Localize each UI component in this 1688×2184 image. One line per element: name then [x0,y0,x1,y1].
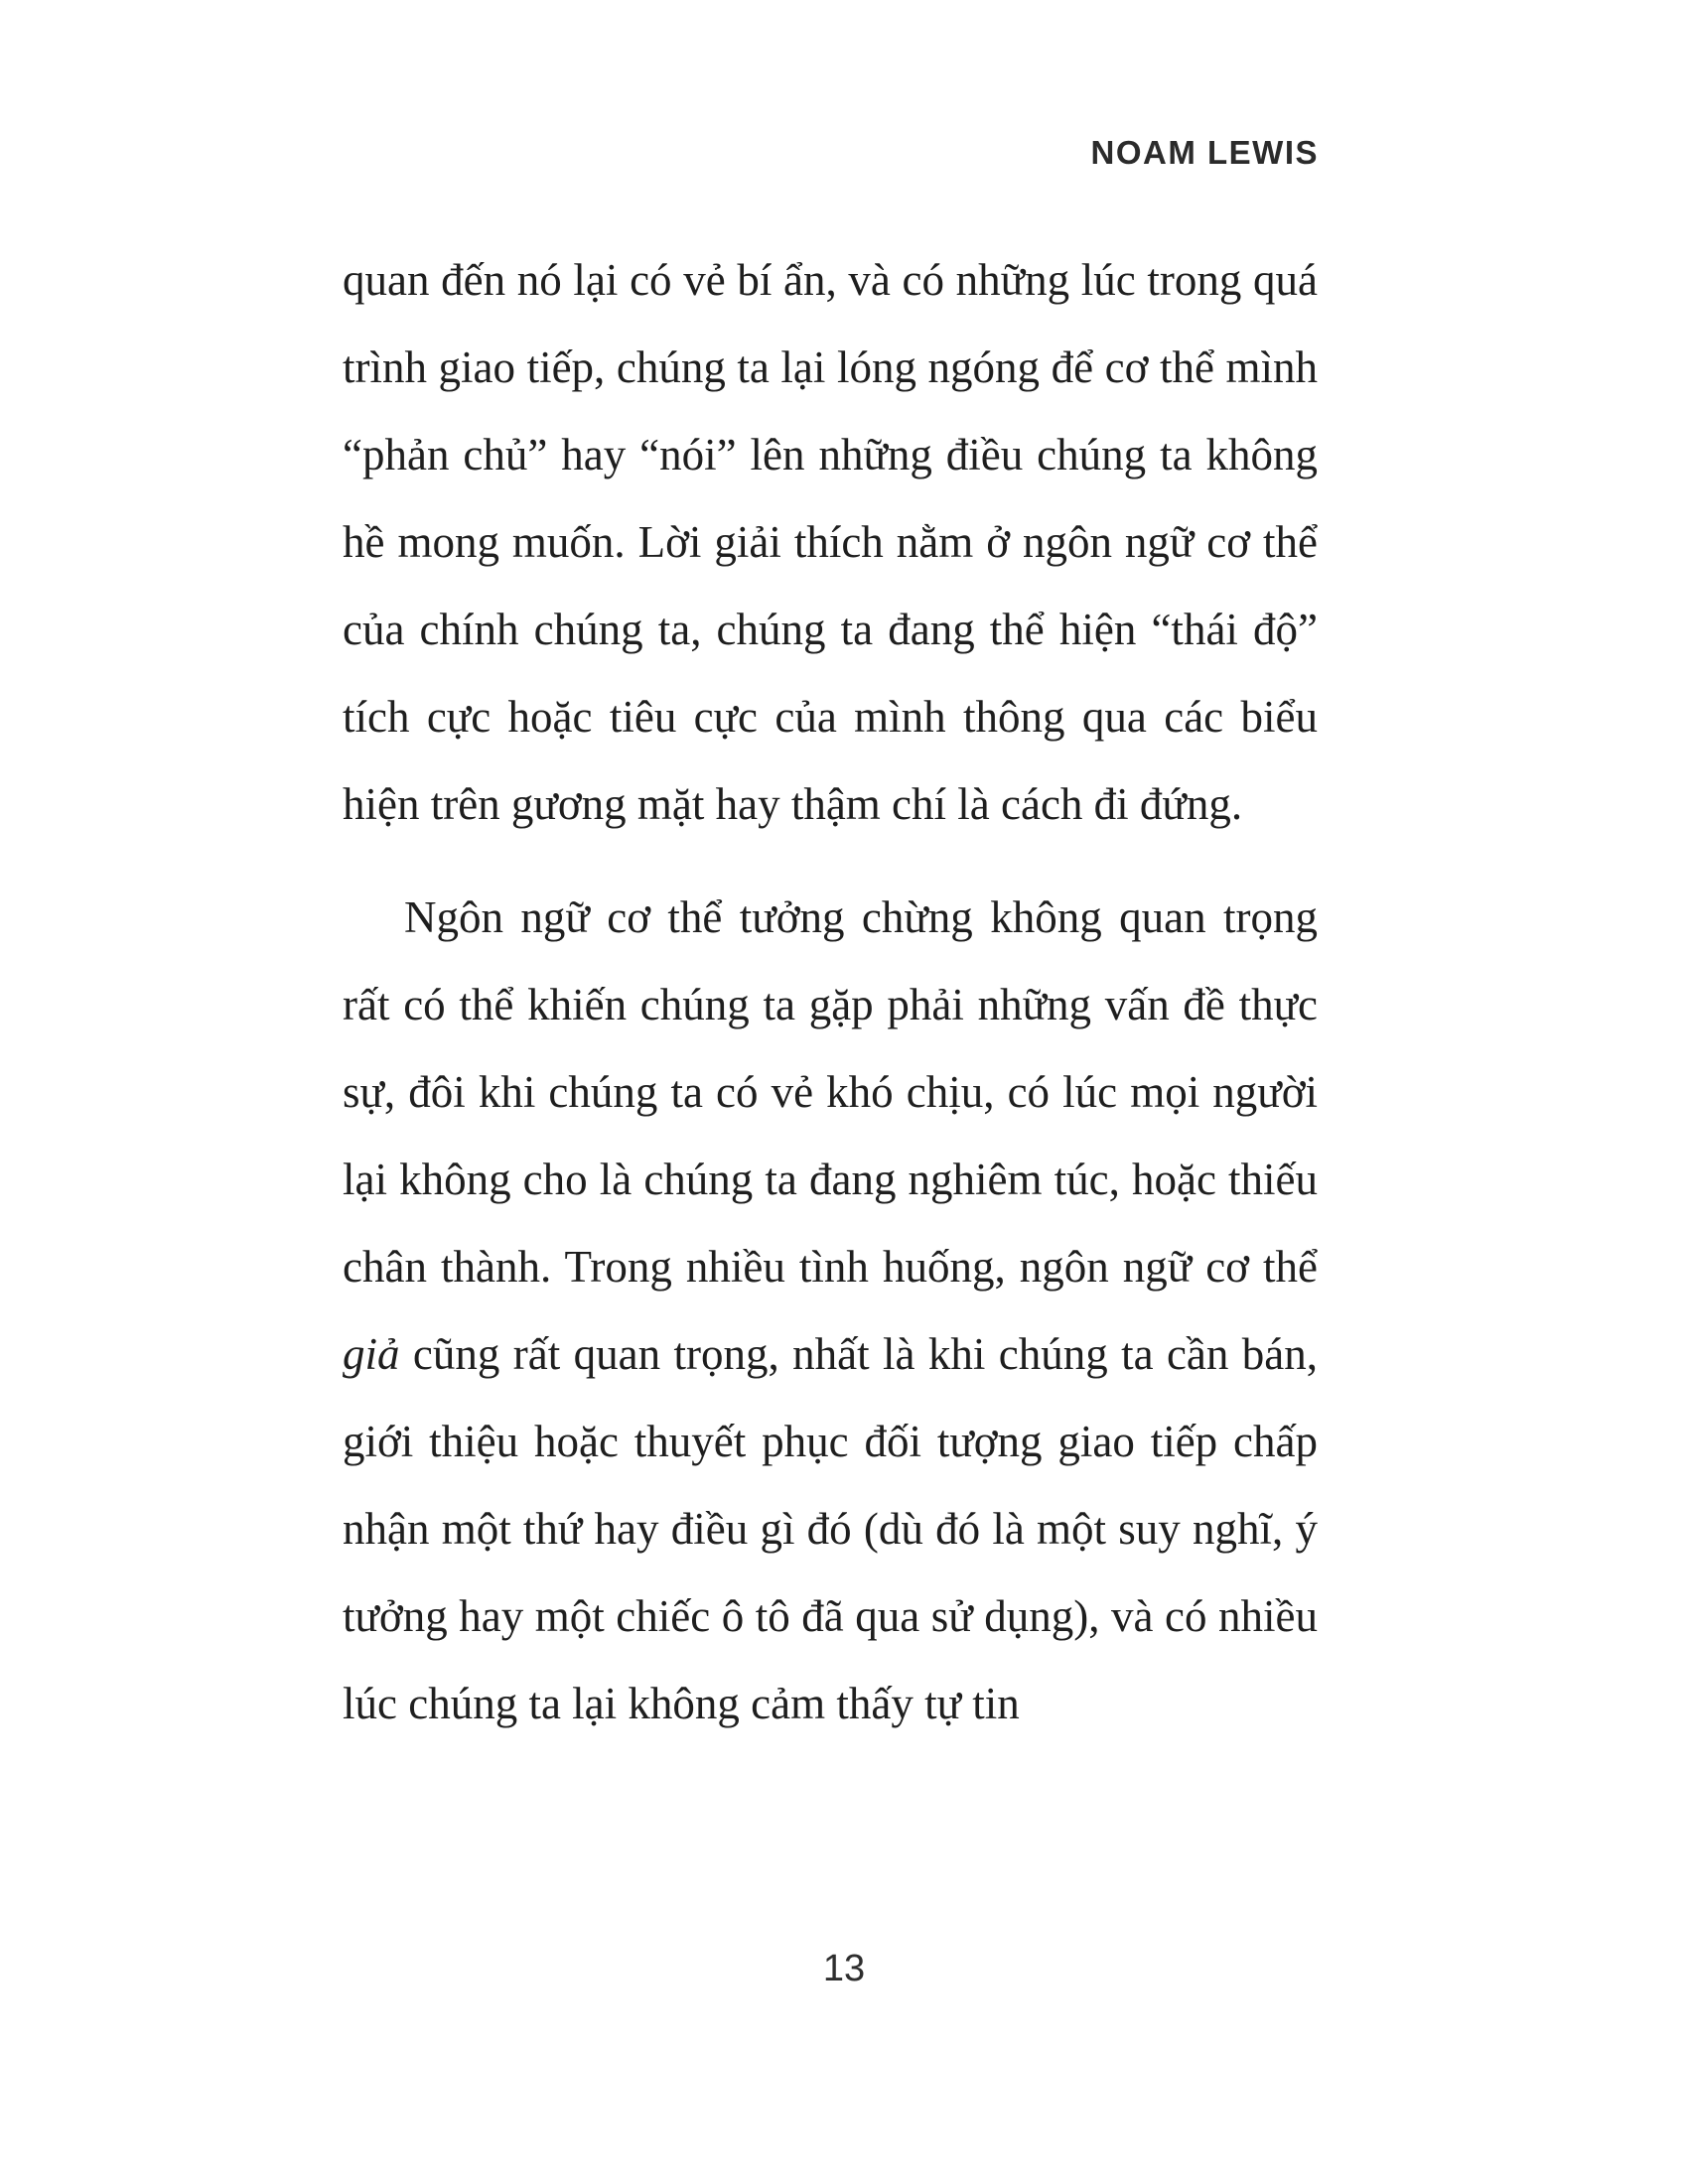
page-number: 13 [822,1948,866,1989]
running-header: NOAM LEWIS [1090,134,1319,171]
text-segment: quan đến nó lại có vẻ bí ẩn, và có những lúc trong quá trình giao tiếp, chúng ta lại lóng ngóng để cơ thể mình “phản chủ” hay “nói” lên những điều chúng ta không hề mong muốn. Lời giải thích nằm ở ngôn ngữ cơ thể của chính chúng ta, chúng ta đang thể hiện “thái độ” tích cực hoặc tiêu cực của mình thông qua các biểu hiện trên gương mặt hay thậm chí là cách đi đứng. [343,255,1318,829]
paragraph [343,236,1318,848]
italic-text-segment: giả [343,1329,400,1379]
paragraph [343,874,1318,1747]
body-text [343,236,1318,1773]
text-segment: cũng rất quan trọng, nhất là khi chúng ta cần bán, giới thiệu hoặc thuyết phục đối tượng giao tiếp chấp nhận một thứ hay điều gì đó (dù đó là một suy nghĩ, ý tưởng hay một chiếc ô tô đã qua sử dụng), và có nhiều lúc chúng ta lại không cảm thấy tự tin [343,1329,1318,1728]
text-segment: Ngôn ngữ cơ thể tưởng chừng không quan trọng rất có thể khiến chúng ta gặp phải những vấn đề thực sự, đôi khi chúng ta có vẻ khó chịu, có lúc mọi người lại không cho là chúng ta đang nghiêm túc, hoặc thiếu chân thành. Trong nhiều tình huống, ngôn ngữ cơ thể [343,892,1318,1292]
